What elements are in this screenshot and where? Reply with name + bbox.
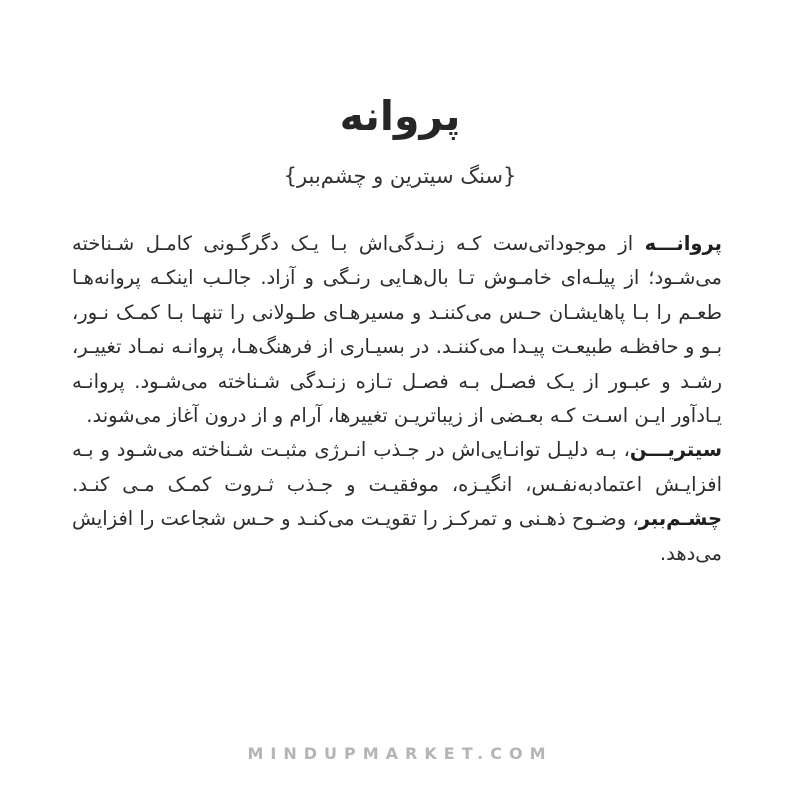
body-text	[72, 227, 722, 571]
page-title: پروانه	[339, 92, 461, 140]
bold-term-butterfly: پروانـــه	[644, 232, 722, 255]
paragraph-tigers-eye-text: ، وضـوح ذهـنی و تمرکـز را تقویـت می‌کنـد و حـس شجاعت را افزایش می‌دهد.	[72, 507, 722, 565]
bold-term-tigers-eye: چشـم‌ببر	[638, 507, 722, 531]
bold-term-citrine: سیتریـــن	[629, 438, 722, 462]
paragraph-butterfly-text: از موجوداتی‌ست کـه زنـدگی‌اش بـا یـک دگرگـونی کامـل شـناخته می‌شـود؛ از پیلـه‌ای خامـوش تـا بال‌هـایی رنـگی و آزاد. جالـب اینکـه پروانه‌هـا طعـم را بـا پاهایشـان حـس می‌کننـد و مسیرهـای طـولانی را تنهـا بـا کمـک نـور، بـو و حافظـه طبیعـت پیـدا می‌کننـد. در بسیـاری از فرهنگ‌هـا، پروانـه نمـاد تغییـر، رشـد و عبـور از یـک فصـل بـه فصـل تـازه زنـدگی شـناخته می‌شـود. پروانـه یـادآور ایـن اسـت کـه بعـضی از زیباتریـن تغییرها، آرام و از درون آغاز می‌شوند.	[72, 232, 722, 428]
page-subtitle: {سنگ سیترین و چشم‌ببر}	[283, 164, 517, 188]
paragraph-butterfly	[72, 227, 722, 433]
paragraph-stones	[72, 433, 722, 571]
paragraph-citrine-text: ، بـه دلیـل توانـایی‌اش در جـذب انـرژی مثبـت شـناخته می‌شـود و بـه افزایـش اعتمادبه‌نفـس، انگیـزه، موفقیـت و جـذب ثـروت کمـک مـی کنـد.	[72, 438, 722, 496]
footer-website: MINDUPMARKET.COM	[247, 744, 553, 763]
